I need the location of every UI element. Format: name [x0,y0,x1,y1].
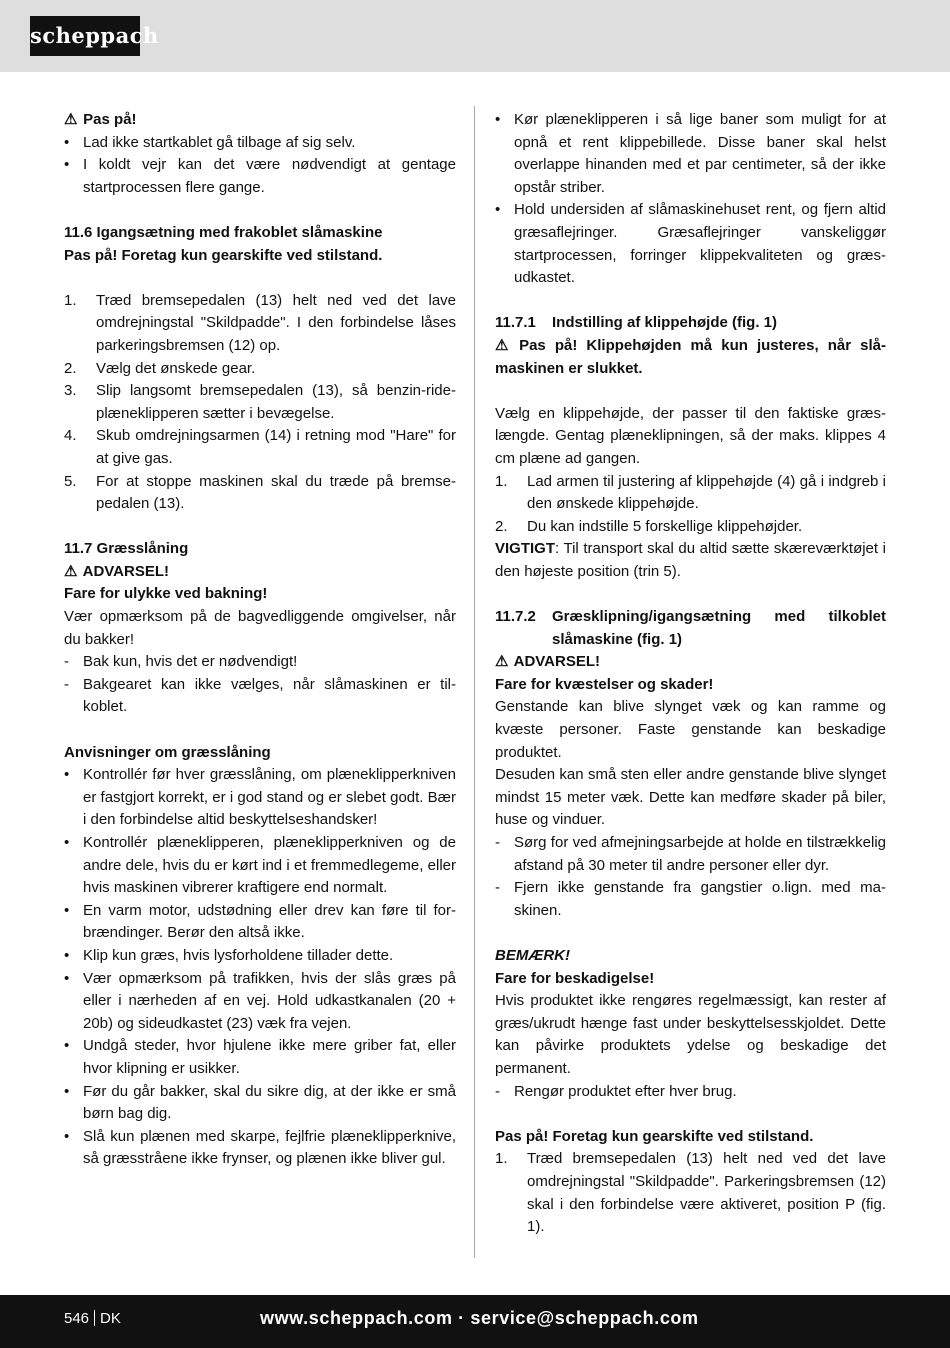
brand-logo: scheppach [30,16,140,56]
list-item: - Fjern ikke genstande fra gangstier o.lign. med maskinen. [495,879,886,919]
footer-contact[interactable]: www.scheppach.com · service@scheppach.com [260,1308,699,1328]
list-item: - Bak kun, hvis det er nødvendigt! [64,653,298,671]
list-item: • Vær opmærksom på trafikken, hvis der slås græs på eller i nærheden af en vej. Hold udkastkanalen (20 + 20b) og sideudkastet (23) væk fra vejen. [64,969,456,1032]
subsection-heading: Anvisninger om græsslåning [64,743,271,761]
left-column [64,109,456,1171]
list-item: • Undgå steder, hvor hjulene ikke mere griber fat, eller hvor klipning er usikker. [64,1037,456,1077]
page-number: 546 DK [64,1310,121,1327]
list-item: • Kontrollér før hver græsslåning, om plæneklipperkniven er fastgjort korrekt, er i god stand og er slebet godt. Bær i den forbindelse altid beskyttelseshandsker! [64,766,456,829]
paragraph: Hvis produktet ikke rengøres regelmæssigt, kan rester af græs/ukrudt hænge fast under beskyttelsesskjoldet. Dette kan påvirke produktets ydelse og beskadige det permanent. [495,992,886,1077]
notice-subheading: Fare for beskadigelse! [495,969,655,987]
caution-text: Pas på! Foretag kun gearskifte ved stilstand. [64,246,383,264]
paragraph: Genstande kan blive slynget væk og kan ramme og kvæste personer. Faste genstande kan beskadige produktet. [495,698,886,761]
page-footer [0,1295,950,1348]
page-header [0,0,950,72]
list-item: - Sørg for ved afmejningsarbejde at holde en tilstrækkelig afstand på 30 meter til andre personer eller dyr. [495,834,886,874]
section-heading-11-7: 11.7 Græsslåning [64,540,189,558]
paragraph: Vær opmærksom på de bagvedliggende omgivelser, når du bakker! [64,608,456,648]
list-item: • Klip kun græs, hvis lysforholdene tillader dette. [64,946,394,964]
paragraph: Desuden kan små sten eller andre genstande blive slynget mindst 15 meter væk. Dette kan medføre skader på biler, huse og vinduer. [495,766,886,829]
list-item: • Lad ikke startkablet gå tilbage af sig selv. [64,133,356,151]
numbered-item: 3. Slip langsomt bremsepedalen (13), så benzin-rideplæneklipperen sætter i bevægelse. [64,382,456,422]
numbered-item: 1. Lad armen til justering af klippehøjde (4) gå i indgreb i den ønskede klippehøjde. [495,472,886,513]
numbered-item: 2. Vælg det ønskede gear. [64,359,256,377]
caution-heading: ⚠ Pas på! Klippehøjden må kun justeres, når slåmaskinen er slukket. [495,336,886,377]
list-item: • I koldt vejr kan det være nødvendigt at gentage startprocessen flere gange. [64,156,456,196]
list-item: - Rengør produktet efter hver brug. [495,1082,737,1100]
section-heading-11-7-2: 11.7.2 Græsklipning/igangsætning med tilkoblet slåmaskine (fig. 1) [495,608,886,648]
list-item: • Kontrollér plæneklipperen, plæneklipperkniven og de andre dele, hvis du er kørt ind i et fremmedlegeme, eller hvis maskinen vibrerer kraftigere end normalt. [64,834,456,897]
list-item: • En varm motor, udstødning eller drev kan føre til forbrændinger. Berør den altså ikke. [64,901,456,942]
list-item: • Før du går bakker, skal du sikre dig, at der ikke er små børn bag dig. [64,1082,456,1123]
list-item: • Slå kun plænen med skarpe, fejlfrie plæneklipperknive, så græsstråene ikke frynser, og plænen ikke bliver gul. [64,1127,456,1168]
warning-icon: ⚠ [495,336,509,354]
notice-heading: BEMÆRK! [495,946,570,964]
numbered-item: 5. For at stoppe maskinen skal du træde på bremsepedalen (13). [64,472,456,513]
caution-heading: ⚠ Pas på! [64,109,456,132]
important-note: VIGTIGT: Til transport skal du altid sætte skæreværktøjet i den højeste position (trin 5). [495,540,886,580]
warning-subheading: Fare for kvæstelser og skader! [495,675,714,693]
warning-icon: ⚠ [64,562,78,580]
right-column [495,109,886,1239]
section-heading-11-6: 11.6 Igangsætning med frakoblet slåmaskine [64,223,383,241]
warning-heading: ⚠ ADVARSEL! [495,651,886,674]
section-heading-11-7-1: 11.7.1 Indstilling af klippehøjde (fig. 1) [495,314,777,332]
paragraph: Vælg en klippehøjde, der passer til den faktiske græslængde. Gentag plæneklipningen, så der maks. klippes 4 cm plæne ad gangen. [495,404,886,467]
warning-icon: ⚠ [495,653,509,671]
warning-heading: ⚠ ADVARSEL! [64,561,456,584]
numbered-item: 1. Træd bremsepedalen (13) helt ned ved det lave omdrejningstal "Skildpadde". I den forbindelse låses parkeringsbremsen (12) op. [64,291,456,354]
warning-subheading: Fare for ulykke ved bakning! [64,585,268,603]
column-divider [474,106,475,1258]
caution-text: Pas på! Foretag kun gearskifte ved stilstand. [495,1127,814,1145]
warning-icon: ⚠ [64,111,78,128]
numbered-item: 2. Du kan indstille 5 forskellige klippehøjder. [495,517,803,535]
list-item: • Hold undersiden af slåmaskinehuset rent, og fjern altid græsaflejringer. Græsaflejringer vanskeliggør startprocessen, forringer klippekvaliteten og græsudkastet. [495,201,886,287]
numbered-item: 4. Skub omdrejningsarmen (14) i retning mod "Hare" for at give gas. [64,427,456,467]
numbered-item: 1. Træd bremsepedalen (13) helt ned ved det lave omdrejningstal "Skildpadde". Parkeringsbremsen (12) skal i den forbindelse være aktiveret, position P (fig. 1). [495,1150,886,1236]
list-item: - Bakgearet kan ikke vælges, når slåmaskinen er tilkoblet. [64,675,456,716]
list-item: • Kør plæneklipperen i så lige baner som muligt for at opnå et rent klippebillede. Disse baner skal helst overlappe hinanden med et par centimeter, så der ikke opstår striber. [495,111,886,196]
